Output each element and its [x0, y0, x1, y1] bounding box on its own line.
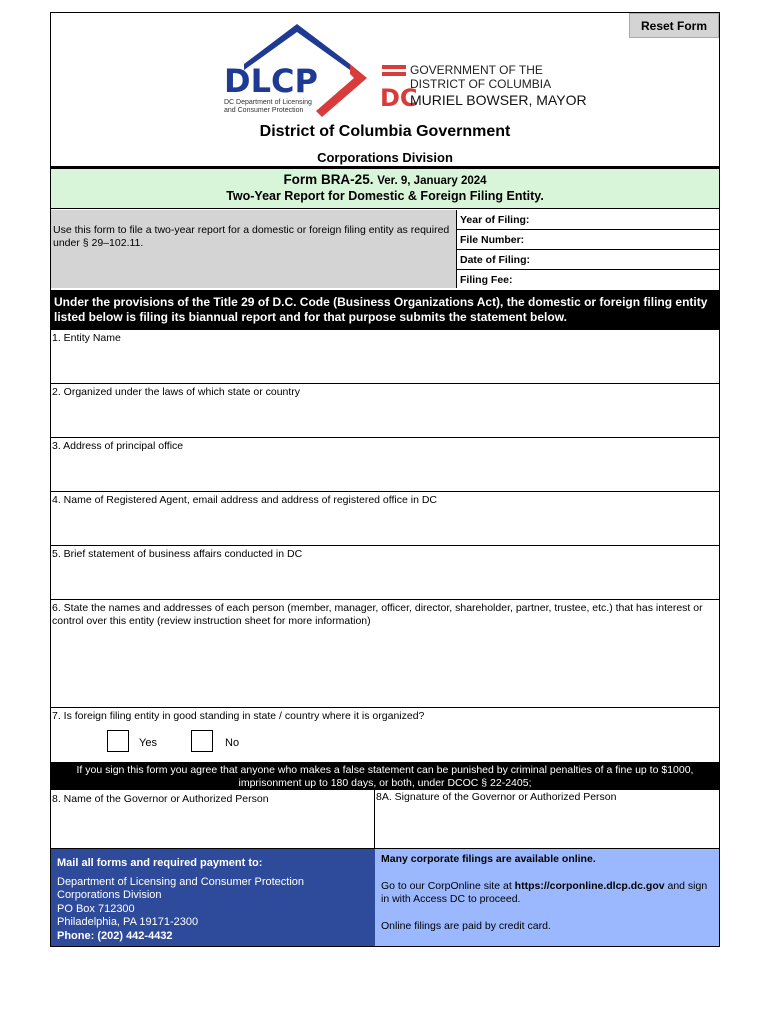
- governor-name-label: 8. Name of the Governor or Authorized Person: [52, 793, 269, 805]
- dc-mark: DC: [380, 84, 418, 112]
- good-standing-section: [51, 708, 719, 762]
- principal-office-field[interactable]: [51, 438, 719, 492]
- date-of-filing-label: Date of Filing:: [457, 250, 719, 270]
- page-title: District of Columbia Government: [259, 123, 511, 140]
- online-payment-note: Online filings are paid by credit card.: [381, 920, 551, 932]
- mail-line-3: PO Box 712300: [57, 902, 135, 915]
- gov-line-1: GOVERNMENT OF THE: [410, 63, 543, 77]
- corponline-link[interactable]: https://corponline.dlcp.dc.gov: [514, 880, 665, 892]
- yes-checkbox[interactable]: [107, 730, 129, 752]
- persons-interest-label: 6. State the names and addresses of each person (member, manager, officer, director, shareholder, partner, trustee, etc.) that has interest or control over this entity (review instruction sheet for more information): [52, 602, 703, 627]
- online-text-b: and sign in with Access DC to proceed.: [381, 880, 708, 905]
- signature-field[interactable]: [375, 790, 719, 849]
- intro-text: Use this form to file a two-year report for a domestic or foreign filing entity as required under § 29–102.11.: [51, 210, 457, 288]
- yes-label: Yes: [139, 737, 157, 749]
- mail-line-2: Corporations Division: [57, 889, 162, 901]
- signature-label: 8A. Signature of the Governor or Authorized Person: [376, 791, 617, 803]
- dlcp-logo: [222, 22, 372, 117]
- mail-line-1: Department of Licensing and Consumer Protection: [57, 875, 305, 888]
- governor-name-field[interactable]: [51, 790, 375, 849]
- entity-name-label: 1. Entity Name: [52, 332, 121, 344]
- registered-agent-field[interactable]: [51, 492, 719, 546]
- mail-heading: Mail all forms and required payment to:: [57, 857, 263, 869]
- roof-red-shape: [316, 64, 367, 117]
- organized-under-field[interactable]: [51, 384, 719, 438]
- dc-government-logo: [380, 62, 610, 112]
- online-heading: Many corporate filings are available online.: [381, 853, 596, 865]
- persons-interest-field[interactable]: [51, 600, 719, 708]
- online-paragraph: [381, 880, 713, 906]
- penalty-warning: If you sign this form you agree that anyone who makes a false statement can be punished by criminal penalties of a fine up to $1000, imprisonment up to 180 days, or both, under DCOC § 22-2405;: [51, 762, 719, 790]
- form-title-band: [51, 169, 719, 209]
- provisions-statement: Under the provisions of the Title 29 of D.C. Code (Business Organizations Act), the domestic or foreign filing entity listed below is filing its biannual report and for that purpose submits the statement below.: [51, 290, 719, 330]
- mail-phone: Phone: (202) 442-4432: [57, 929, 173, 942]
- flag-stripe-icon: [382, 65, 406, 69]
- registered-agent-label: 4. Name of Registered Agent, email address and address of registered office in DC: [52, 494, 438, 506]
- form-subtitle: Two-Year Report for Domestic & Foreign Filing Entity.: [226, 189, 544, 203]
- good-standing-label: 7. Is foreign filing entity in good standing in state / country where it is organized?: [52, 710, 425, 722]
- gov-line-2: DISTRICT OF COLUMBIA: [410, 77, 552, 91]
- logo-sub-2: and Consumer Protection: [224, 107, 304, 114]
- logo-text: DLCP: [224, 62, 318, 100]
- organized-under-label: 2. Organized under the laws of which state or country: [52, 386, 301, 398]
- form-version: Ver. 9, January 2024: [377, 175, 487, 187]
- filing-fee-label: Filing Fee:: [460, 274, 513, 286]
- year-of-filing-label: Year of Filing:: [457, 210, 719, 230]
- business-affairs-field[interactable]: [51, 546, 719, 600]
- entity-name-field[interactable]: [51, 330, 719, 384]
- division-title: Corporations Division: [317, 150, 453, 165]
- business-affairs-label: 5. Brief statement of business affairs conducted in DC: [52, 548, 303, 560]
- logo-sub-1: DC Department of Licensing: [224, 99, 312, 106]
- reset-form-button[interactable]: Reset Form: [629, 13, 719, 38]
- online-text-a: Go to our CorpOnline site at: [381, 880, 515, 892]
- online-info-box: [375, 849, 719, 946]
- gov-line-3: MURIEL BOWSER, MAYOR: [410, 92, 587, 108]
- principal-office-label: 3. Address of principal office: [52, 440, 184, 452]
- no-label: No: [225, 737, 240, 749]
- mail-line-4: Philadelphia, PA 19171-2300: [57, 916, 199, 928]
- flag-stripe-icon: [382, 72, 406, 76]
- mail-info-box: [51, 849, 375, 946]
- file-number-label: File Number:: [457, 230, 719, 250]
- form-number: Form BRA-25.: [283, 172, 374, 187]
- no-checkbox[interactable]: [191, 730, 213, 752]
